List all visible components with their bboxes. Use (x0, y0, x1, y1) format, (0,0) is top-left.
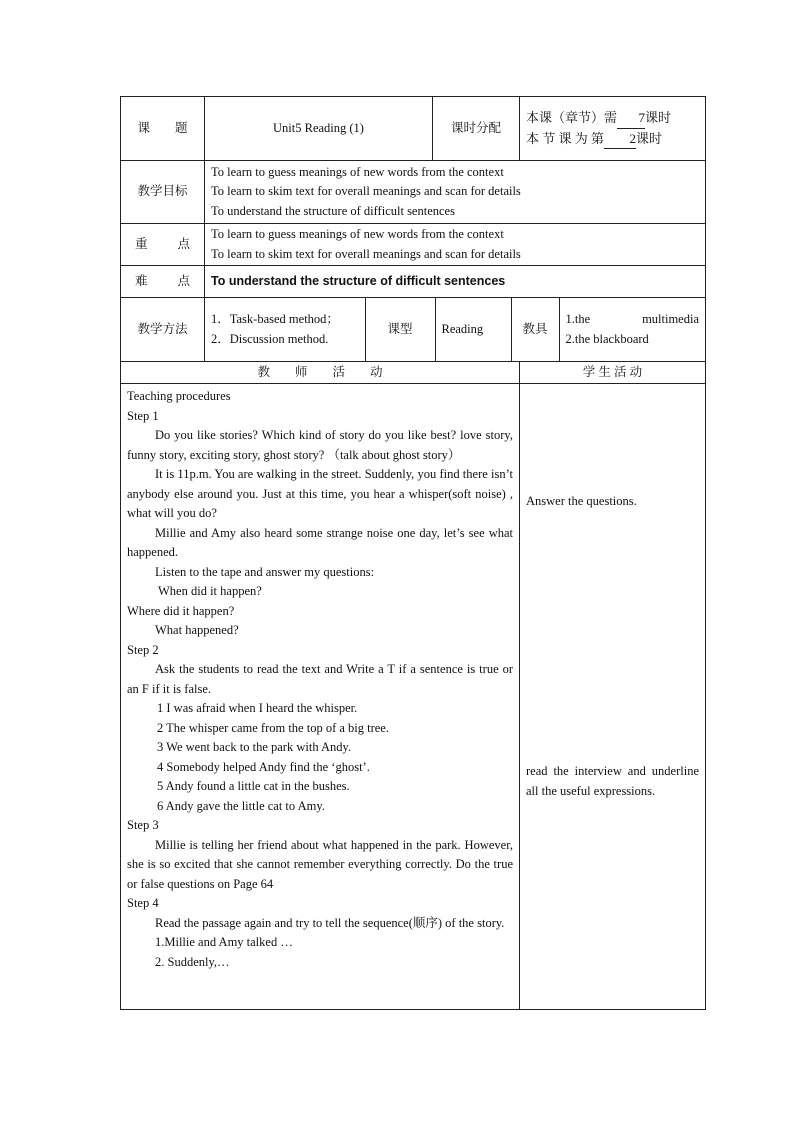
procedure-paragraph: Do you like stories? Which kind of story do you like best? love story, funny story, exciting story, ghost story? （talk about ghost story） (127, 428, 513, 462)
student-activity-answer: Answer the questions. (526, 494, 637, 508)
key-points-content (205, 224, 706, 266)
lesson-type-label: 课型 (365, 298, 435, 361)
question-item: What happened? (155, 623, 239, 637)
subject-value: Unit5 Reading (1) (205, 97, 433, 161)
teacher-activity-header: 教 师 活 动 (121, 362, 520, 384)
statement-item: 1 I was afraid when I heard the whisper. (157, 701, 358, 715)
student-activity-header: 学 生 活 动 (520, 362, 706, 384)
key-point-line: To learn to skim text for overall meanings and scan for details (211, 246, 521, 261)
hours-total-line: 本课（章节）需 7课时 (526, 108, 699, 129)
objective-line: To understand the structure of difficult sentences (211, 203, 455, 218)
procedure-row (121, 384, 706, 1010)
difficulties-row (121, 266, 706, 298)
teaching-tools-value: 1.the multimedia 2.the blackboard (565, 312, 699, 346)
statement-item: 5 Andy found a little cat in the bushes. (157, 779, 350, 793)
current-hour-line: 本 节 课 为 第 2课时 (526, 129, 699, 150)
question-item: Where did it happen? (127, 603, 235, 618)
teaching-tools-label: 教具 (511, 298, 559, 361)
objective-line: To learn to guess meanings of new words from the context (211, 164, 504, 179)
objectives-label: 教学目标 (121, 161, 205, 224)
objectives-content (205, 161, 706, 224)
statement-item: 4 Somebody helped Andy find the ‘ghost’. (157, 759, 370, 774)
method-item: 1．Task-based method； (211, 312, 339, 326)
header-row (121, 97, 706, 161)
statement-item: 3 We went back to the park with Andy. (157, 740, 352, 754)
objectives-row (121, 161, 706, 224)
statement-item: 2 The whisper came from the top of a big tree. (157, 720, 389, 735)
sequence-item: 1.Millie and Amy talked … (155, 935, 293, 949)
methods-label: 教学方法 (121, 298, 205, 362)
activity-header-row (121, 362, 706, 384)
procedure-paragraph: Millie is telling her friend about what happened in the park. However, she is so excited that she cannot remember everything correctly. Do the true or false questions on Page 64 (127, 837, 513, 891)
lesson-plan-table (120, 96, 706, 1010)
student-activities (520, 384, 706, 1010)
hours-total: 7 (617, 108, 645, 129)
time-allocation-label: 课时分配 (433, 97, 520, 161)
statement-item: 6 Andy gave the little cat to Amy. (157, 798, 325, 813)
difficulties-content: To understand the structure of difficult sentences (205, 266, 706, 298)
time-allocation-value (520, 97, 706, 161)
student-activity-read: read the interview and underline all the useful expressions. (526, 764, 699, 798)
subject-label: 课 题 (121, 97, 205, 161)
procedure-paragraph: Listen to the tape and answer my questions: (155, 564, 375, 579)
step-heading: Step 4 (127, 896, 159, 910)
methods-subtable (205, 298, 705, 361)
method-item: 2．Discussion method. (211, 331, 329, 346)
step-heading: Step 2 (127, 642, 159, 657)
lesson-type-value: Reading (435, 298, 511, 361)
procedure-paragraph: Read the passage again and try to tell the sequence(顺序) of the story. (155, 915, 505, 930)
step-heading: Step 3 (127, 818, 159, 832)
difficulties-label: 难 点 (121, 266, 205, 298)
current-hour: 2 (604, 129, 636, 150)
question-item: When did it happen? (158, 584, 262, 598)
methods-row (121, 298, 706, 362)
procedure-paragraph: It is 11p.m. You are walking in the street. Suddenly, you find there isn’t anybody else around you. Just at this time, you hear a whisper(soft noise) , what will you do? (127, 467, 513, 520)
step-heading: Step 1 (127, 408, 159, 423)
methods-list (205, 298, 365, 361)
key-points-label: 重 点 (121, 224, 205, 266)
teaching-procedure (121, 384, 520, 1010)
objective-line: To learn to skim text for overall meanings and scan for details (211, 184, 521, 199)
procedure-paragraph: Millie and Amy also heard some strange noise one day, let’s see what happened. (127, 525, 513, 559)
procedure-paragraph: Ask the students to read the text and Write a T if a sentence is true or an F if it is false. (127, 662, 513, 696)
sequence-item: 2. Suddenly,… (155, 954, 230, 969)
procedure-title: Teaching procedures (127, 389, 231, 403)
key-points-row (121, 224, 706, 266)
key-point-line: To learn to guess meanings of new words from the context (211, 227, 504, 241)
